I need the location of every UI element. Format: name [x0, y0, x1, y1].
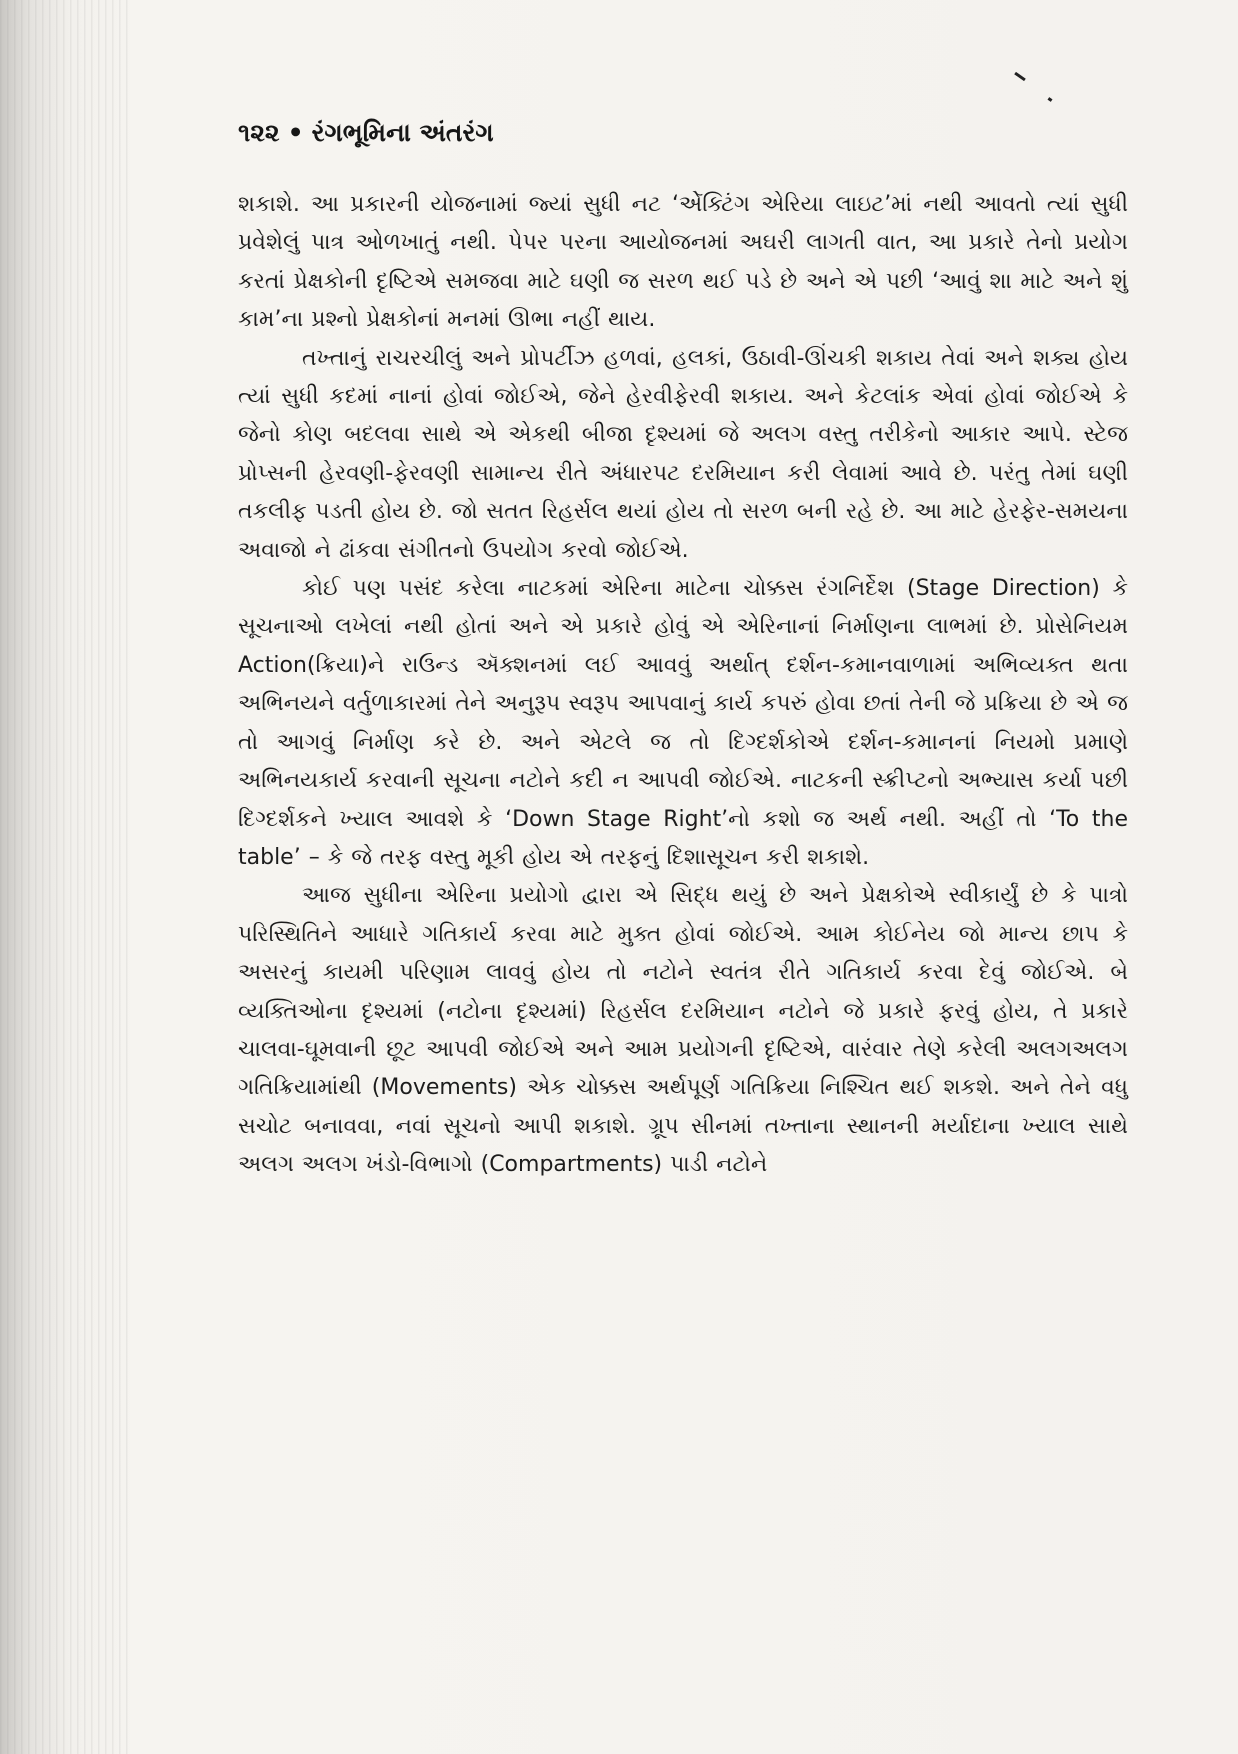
- ink-mark: [1048, 97, 1053, 102]
- book-title: રંગભૂમિના અંતરંગ: [311, 118, 494, 147]
- ink-mark: [1014, 72, 1026, 81]
- paragraph: શકાશે. આ પ્રકારની યોજનામાં જ્યાં સુધી નટ ‘એૅક્ટિંગ એરિયા લાઇટ’માં નથી આવતો ત્યાં સુધી પ્રવેશેલું પાત્ર ઓળખાતું નથી. પેપર પરના આયોજનમાં અઘરી લાગતી વાત, આ પ્રકારે તેનો પ્રયોગ કરતાં પ્રેક્ષકોની દૃષ્ટિએ સમજવા માટે ઘણી જ સરળ થઈ પડે છે અને એ પછી ‘આવું શા માટે અને શું કામ’ના પ્રશ્નો પ્રેક્ષકોનાં મનમાં ઊભા નહીં થાય.: [238, 192, 1128, 333]
- page-edge-shadow: [0, 0, 130, 1754]
- paragraph: કોઈ પણ પસંદ કરેલા નાટકમાં એરિના માટેના ચોક્કસ રંગનિર્દેશ (Stage Direction) કે સૂચનાઓ લખેલાં નથી હોતાં અને એ પ્રકારે હોવું એ એરિનાનાં નિર્માણના લાભમાં છે. પ્રોસેનિયમ Action(ક્રિયા)ને રાઉન્ડ ઍક્શનમાં લઈ આવવું અર્થાત્ દર્શન-કમાનવાળામાં અભિવ્યક્ત થતા અભિનયને વર્તુળાકારમાં તેને અનુરૂપ સ્વરૂપ આપવાનું કાર્ય કપરું હોવા છતાં તેની જે પ્રક્રિયા છે એ જ તો આગવું નિર્માણ કરે છે. અને એટલે જ તો દિગ્દર્શકોએ દર્શન-કમાનનાં નિયમો પ્રમાણે અભિનયકાર્ય કરવાની સૂચના નટોને કદી ન આપવી જોઈએ. નાટકની સ્ક્રીપ્ટનો અભ્યાસ કર્યા પછી દિગ્દર્શકને ખ્યાલ આવશે કે ‘Down Stage Right’નો કશો જ અર્થ નથી. અહીં તો ‘To the table’ – કે જે તરફ વસ્તુ મૂકી હોય એ તરફનું દિશાસૂચન કરી શકાશે.: [238, 576, 1128, 870]
- page-number: ૧૨૨: [238, 118, 280, 147]
- page-body: [238, 186, 1128, 1185]
- paragraph: તખ્તાનું રાચરચીલું અને પ્રોપર્ટીઝ હળવાં, હલકાં, ઉઠાવી-ઊંચકી શકાય તેવાં અને શક્ય હોય ત્યાં સુધી કદમાં નાનાં હોવાં જોઈએ, જેને હેરવીફેરવી શકાય. અને કેટલાંક એવાં હોવાં જોઈએ કે જેનો કોણ બદલવા સાથે એ એકથી બીજા દૃશ્યમાં જે અલગ વસ્તુ તરીકેનો આકાર આપે. સ્ટેજ પ્રોપ્સની હેરવણી-ફેરવણી સામાન્ય રીતે અંધારપટ દરમિયાન કરી લેવામાં આવે છે. પરંતુ તેમાં ઘણી તકલીફ પડતી હોય છે. જો સતત રિહર્સલ થયાં હોય તો સરળ બની રહે છે. આ માટે હેરફેર-સમયના અવાજો ને ઢાંકવા સંગીતનો ઉપયોગ કરવો જોઈએ.: [238, 345, 1128, 563]
- running-header: [238, 118, 494, 148]
- header-separator: •: [287, 118, 304, 147]
- paragraph: આજ સુધીના એરિના પ્રયોગો દ્વારા એ સિદ્ધ થયું છે અને પ્રેક્ષકોએ સ્વીકાર્યું છે કે પાત્રો પરિસ્થિતિને આધારે ગતિકાર્ય કરવા માટે મુક્ત હોવાં જોઈએ. આમ કોઈનેય જો માન્ય છાપ કે અસરનું કાયમી પરિણામ લાવવું હોય તો નટોને સ્વતંત્ર રીતે ગતિકાર્ય કરવા દેવું જોઈએ. બે વ્યક્તિઓના દૃશ્યમાં (નટોના દૃશ્યમાં) રિહર્સલ દરમિયાન નટોને જે પ્રકારે ફરવું હોય, તે પ્રકારે ચાલવા-ઘૂમવાની છૂટ આપવી જોઈએ અને આમ પ્રયોગની દૃષ્ટિએ, વારંવાર તેણે કરેલી અલગઅલગ ગતિક્રિયામાંથી (Movements) એક ચોક્કસ અર્થપૂર્ણ ગતિક્રિયા નિશ્ચિત થઈ શકશે. અને તેને વધુ સચોટ બનાવવા, નવાં સૂચનો આપી શકાશે. ગ્રૂપ સીનમાં તખ્તાના સ્થાનની મર્યાદાના ખ્યાલ સાથે અલગ અલગ ખંડો-વિભાગો (Compartments) પાડી નટોને: [238, 883, 1128, 1178]
